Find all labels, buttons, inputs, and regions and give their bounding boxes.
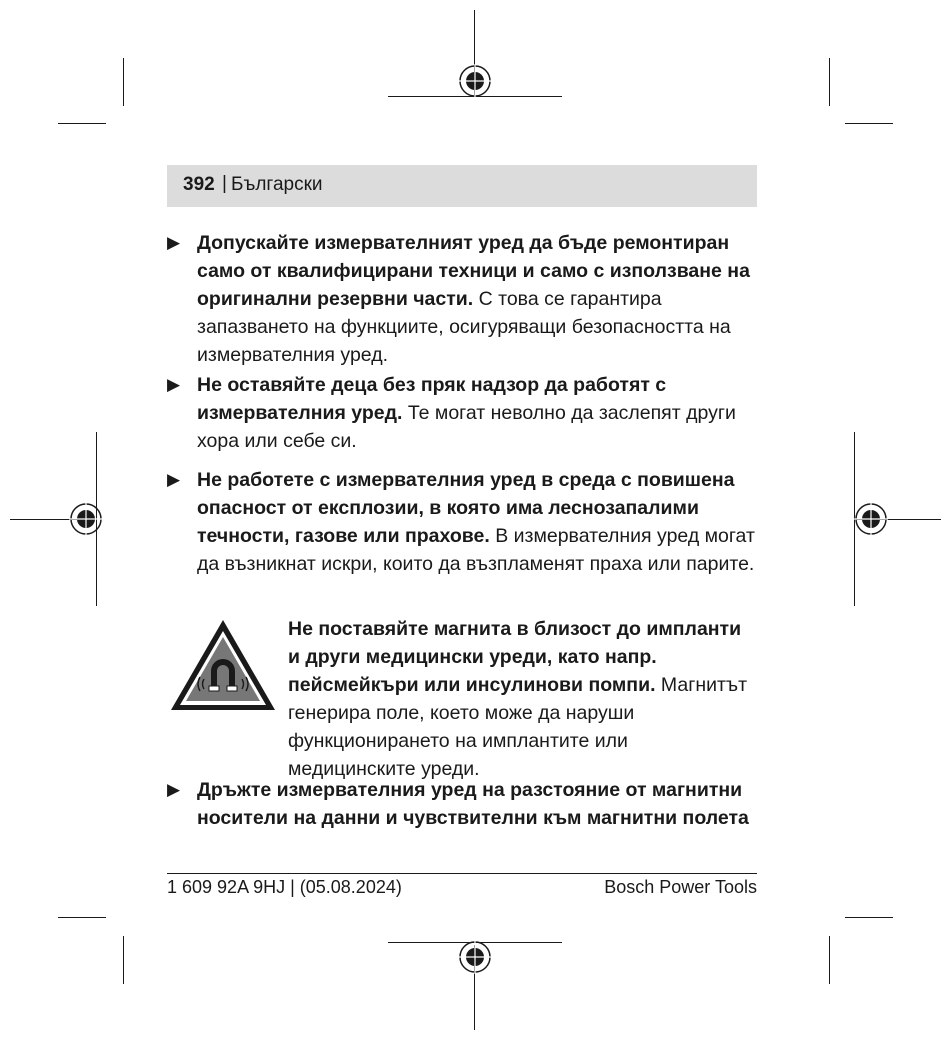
list-item [167,776,757,832]
bullet-arrow-icon: ▶ [167,470,181,489]
page-header [167,165,757,207]
warning-bold-text: Не поставяйте магнита в близост до импланти и други медицински уреди, като напр. пейсмейкъри или инсулинови помпи. [288,618,742,696]
list-item [167,466,757,578]
header-separator: | [222,173,227,194]
magnet-warning-icon [168,617,278,713]
footer-doc-number: 1 609 92A 9HJ | (05.08.2024) [167,877,402,897]
page-number: 392 [183,174,215,195]
header-language: Български [231,174,323,195]
item-bold-text: Не оставяйте деца без пряк надзор да работят с измервателния уред. [197,374,667,424]
footer-divider [167,873,757,874]
list-item [167,229,757,369]
item-bold-text: Не работете с измервателния уред в среда с повишена опасност от експлозии, в която има леснозапалими течности, газове или прахове. [197,469,735,547]
bullet-arrow-icon: ▶ [167,233,181,252]
item-bold-text: Дръжте измервателния уред на разстояние от магнитни носители на данни и чувствителни към магнитни полета [197,779,749,829]
magnet-warning-text [288,615,758,783]
item-text: Те могат неволно да заслепят други хора или себе си. [197,402,736,452]
bullet-arrow-icon: ▶ [167,375,181,394]
list-item [167,371,757,455]
footer-brand: Bosch Power Tools [604,877,757,897]
registration-mark-left-icon [69,502,103,536]
registration-mark-top-icon [458,64,492,98]
item-text: В измервателния уред могат да възникнат искри, които да възпламенят праха или парите. [197,525,755,575]
registration-mark-right-icon [854,502,888,536]
warning-text: Магнитът генерира поле, което може да наруши функционирането на имплантите или медицинските уреди. [288,674,748,780]
bullet-arrow-icon: ▶ [167,780,181,799]
item-bold-text: Допускайте измервателният уред да бъде ремонтиран само от квалифицирани техници и само с използване на оригинални резервни части. [197,232,750,310]
registration-mark-bottom-icon [458,940,492,974]
item-text: С това се гарантира запазването на функциите, осигуряващи безопасността на измервателния уред. [197,288,731,366]
